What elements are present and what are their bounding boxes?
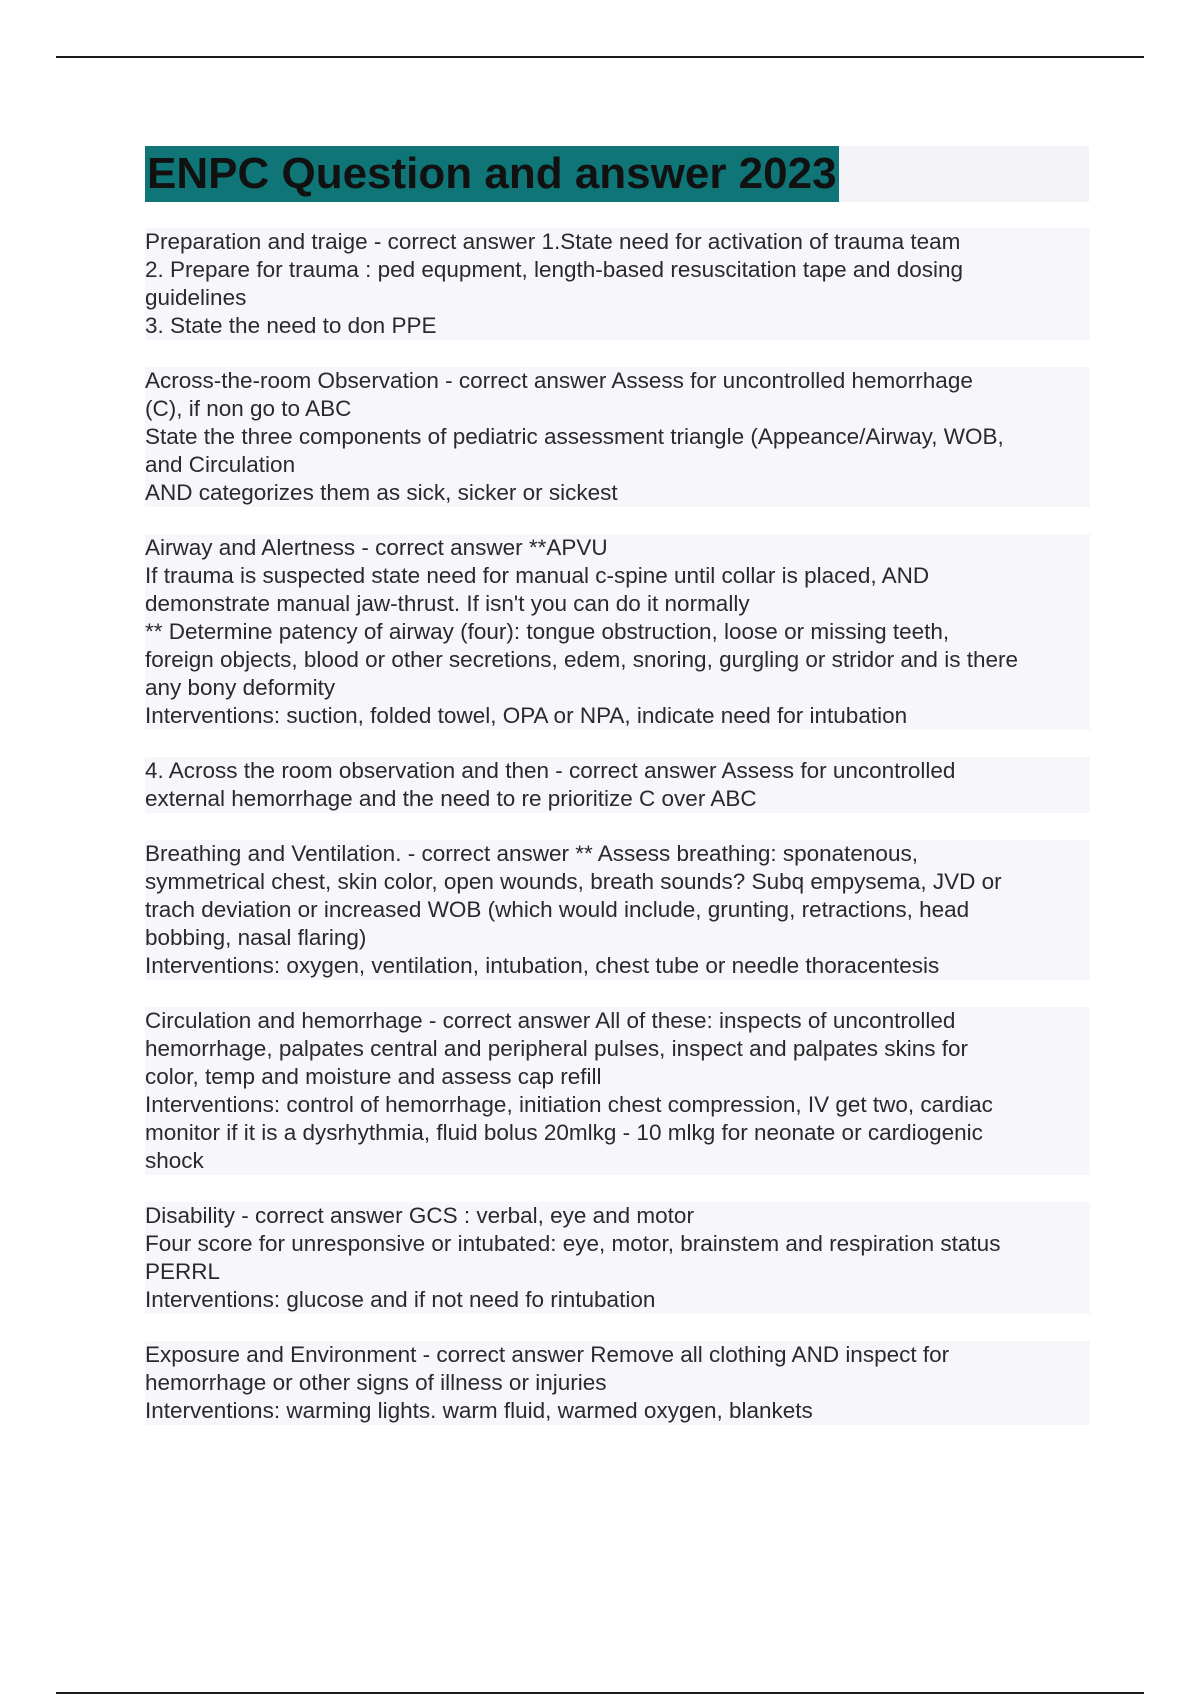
qa-entry-preparation xyxy=(145,228,1090,340)
page-title: ENPC Question and answer 2023 xyxy=(145,146,839,202)
entry-line: ** Determine patency of airway (four): tongue obstruction, loose or missing teeth, xyxy=(145,618,1090,646)
entry-line: PERRL xyxy=(145,1258,1090,1286)
entry-line: foreign objects, blood or other secretions, edem, snoring, gurgling or stridor and is there xyxy=(145,646,1090,674)
entry-line: Interventions: suction, folded towel, OPA or NPA, indicate need for intubation xyxy=(145,702,1090,730)
qa-entry-airway xyxy=(145,534,1090,730)
entry-line: symmetrical chest, skin color, open wounds, breath sounds? Subq empysema, JVD or xyxy=(145,868,1090,896)
document-body xyxy=(145,228,1090,1452)
entry-line: Airway and Alertness - correct answer **APVU xyxy=(145,534,1090,562)
entry-line: Disability - correct answer GCS : verbal, eye and motor xyxy=(145,1202,1090,1230)
entry-line: (C), if non go to ABC xyxy=(145,395,1090,423)
entry-line: Exposure and Environment - correct answer Remove all clothing AND inspect for xyxy=(145,1341,1090,1369)
entry-line: 4. Across the room observation and then - correct answer Assess for uncontrolled xyxy=(145,757,1090,785)
qa-entry-disability xyxy=(145,1202,1090,1314)
entry-line: Interventions: warming lights. warm fluid, warmed oxygen, blankets xyxy=(145,1397,1090,1425)
entry-line: shock xyxy=(145,1147,1090,1175)
entry-line: Interventions: control of hemorrhage, initiation chest compression, IV get two, cardiac xyxy=(145,1091,1090,1119)
entry-line: color, temp and moisture and assess cap refill xyxy=(145,1063,1090,1091)
qa-entry-breathing xyxy=(145,840,1090,980)
entry-line: Interventions: oxygen, ventilation, intubation, chest tube or needle thoracentesis xyxy=(145,952,1090,980)
qa-entry-exposure xyxy=(145,1341,1090,1425)
entry-line: Across-the-room Observation - correct answer Assess for uncontrolled hemorrhage xyxy=(145,367,1090,395)
entry-line: hemorrhage, palpates central and peripheral pulses, inspect and palpates skins for xyxy=(145,1035,1090,1063)
entry-line: guidelines xyxy=(145,284,1090,312)
top-rule xyxy=(56,56,1144,58)
entry-line: bobbing, nasal flaring) xyxy=(145,924,1090,952)
entry-line: Preparation and traige - correct answer 1.State need for activation of trauma team xyxy=(145,228,1090,256)
entry-line: State the three components of pediatric assessment triangle (Appeance/Airway, WOB, xyxy=(145,423,1090,451)
entry-line: Four score for unresponsive or intubated: eye, motor, brainstem and respiration status xyxy=(145,1230,1090,1258)
entry-line: 3. State the need to don PPE xyxy=(145,312,1090,340)
entry-line: If trauma is suspected state need for manual c-spine until collar is placed, AND xyxy=(145,562,1090,590)
entry-line: Circulation and hemorrhage - correct answer All of these: inspects of uncontrolled xyxy=(145,1007,1090,1035)
qa-entry-circulation xyxy=(145,1007,1090,1175)
qa-entry-across-room-then xyxy=(145,757,1090,813)
entry-line: 2. Prepare for trauma : ped equpment, length-based resuscitation tape and dosing xyxy=(145,256,1090,284)
qa-entry-across-the-room xyxy=(145,367,1090,507)
entry-line: hemorrhage or other signs of illness or injuries xyxy=(145,1369,1090,1397)
entry-line: any bony deformity xyxy=(145,674,1090,702)
entry-line: external hemorrhage and the need to re prioritize C over ABC xyxy=(145,785,1090,813)
entry-line: monitor if it is a dysrhythmia, fluid bolus 20mlkg - 10 mlkg for neonate or cardiogenic xyxy=(145,1119,1090,1147)
entry-line: Breathing and Ventilation. - correct answer ** Assess breathing: sponatenous, xyxy=(145,840,1090,868)
entry-line: trach deviation or increased WOB (which would include, grunting, retractions, head xyxy=(145,896,1090,924)
bottom-rule xyxy=(56,1692,1144,1694)
entry-line: AND categorizes them as sick, sicker or sickest xyxy=(145,479,1090,507)
entry-line: and Circulation xyxy=(145,451,1090,479)
entry-line: Interventions: glucose and if not need fo rintubation xyxy=(145,1286,1090,1314)
entry-line: demonstrate manual jaw-thrust. If isn't you can do it normally xyxy=(145,590,1090,618)
